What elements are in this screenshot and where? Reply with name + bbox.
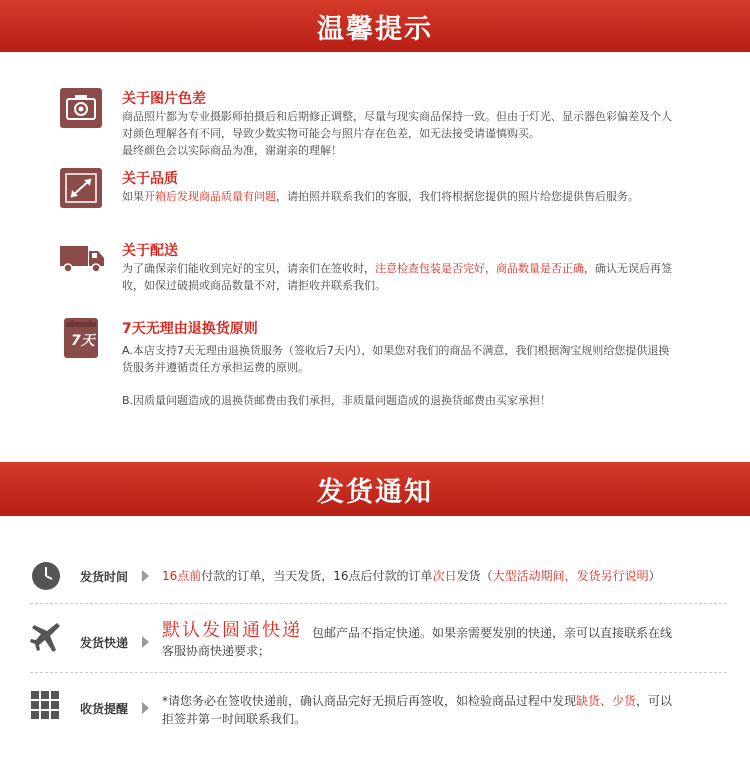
notice-delivery bbox=[60, 240, 720, 296]
notice-quality bbox=[60, 168, 720, 212]
shipping-courier-row bbox=[30, 620, 730, 664]
notice-return-para-a-1: A.本店支持7天无理由退换货服务（签收后7天内），如果您对我们的商品不满意，我们根据淘宝规则给您提供退换 bbox=[122, 344, 670, 357]
notice-delivery-text-pre: 为了确保亲们能收到完好的宝贝，请亲们在签收时， bbox=[122, 262, 375, 275]
notice-color-line-3: 最终颜色会以实际商品为准，谢谢亲的理解！ bbox=[122, 144, 342, 157]
calendar-7-icon-label: 7天 bbox=[71, 333, 95, 349]
shipping-time-seg-3: 次日 bbox=[432, 569, 457, 583]
shipping-courier-text-1: 包邮产品不指定快递。如果亲需要发别的快递，亲可以直接联系在线 bbox=[312, 626, 673, 640]
notice-delivery-text-post: ，确认无误后再签 bbox=[584, 262, 672, 275]
shipping-banner bbox=[0, 462, 750, 516]
grid-icon bbox=[30, 690, 64, 724]
shipping-time-text bbox=[162, 567, 661, 585]
shipping-time-seg-4: 发货（ bbox=[456, 569, 493, 583]
notice-color-heading: 关于图片色差 bbox=[122, 91, 206, 107]
notice-delivery-line-2: 收，如保过破损或商品数量不对，请拒收并联系我们。 bbox=[122, 279, 386, 292]
notice-delivery-heading: 关于配送 bbox=[122, 243, 178, 259]
arrow-right-icon bbox=[142, 570, 149, 582]
receipt-reminder-row bbox=[30, 690, 730, 734]
divider bbox=[30, 603, 727, 604]
notice-banner-title: 温馨提示 bbox=[317, 13, 433, 45]
shipping-time-seg-6: ） bbox=[648, 569, 661, 583]
receipt-reminder-text-2: 拒签并第一时间联系我们。 bbox=[162, 712, 307, 726]
shipping-time-label: 发货时间 bbox=[80, 570, 129, 584]
notice-color-line-1: 商品照片都为专业摄影师拍摄后和后期修正调整，尽量与现实商品保持一致。但由于灯光、显示器色彩偏差及个人 bbox=[122, 110, 672, 123]
shipping-time-seg-5: 大型活动期间，发货另行说明 bbox=[492, 569, 649, 583]
truck-icon bbox=[60, 240, 102, 280]
shipping-courier-label: 发货快递 bbox=[80, 636, 129, 650]
receipt-reminder-label: 收货提醒 bbox=[80, 702, 129, 716]
notice-quality-heading: 关于品质 bbox=[122, 171, 178, 187]
notice-return-para-b: B.因质量问题造成的退换货邮费由我们承担，非质量问题造成的退换货邮费由买家承担！ bbox=[122, 394, 552, 407]
notice-delivery-text-red: 注意检查包装是否完好，商品数量是否正确 bbox=[375, 262, 584, 275]
notice-quality-text-red: 开箱后发现商品质量有问题 bbox=[144, 190, 276, 203]
notice-quality-text-post: ，请拍照并联系我们的客服，我们将根据您提供的照片给您提供售后服务。 bbox=[276, 190, 639, 203]
shipping-time-row bbox=[30, 560, 730, 596]
notice-return-body bbox=[122, 342, 722, 409]
notice-quality-text-pre: 如果 bbox=[122, 190, 144, 203]
calendar-7-icon bbox=[64, 318, 98, 358]
arrow-right-icon bbox=[142, 636, 149, 648]
divider bbox=[30, 672, 727, 673]
shipping-banner-title: 发货通知 bbox=[317, 476, 433, 508]
shipping-time-seg-2: 付款的订单，当天发货，16点后付款的订单 bbox=[201, 569, 433, 583]
notice-delivery-body bbox=[122, 260, 722, 294]
default-courier-handwritten: 默认发圆通快递 bbox=[162, 620, 302, 641]
receipt-reminder-text-pre: *请您务必在签收快递前，确认商品完好无损后再签收，如检验商品过程中发现 bbox=[162, 694, 577, 708]
notice-return-policy bbox=[60, 318, 720, 418]
notice-return-heading: 7天无理由退换货原则 bbox=[122, 321, 258, 337]
shipping-courier-text-2: 客服协商快递要求； bbox=[162, 644, 271, 658]
arrow-right-icon bbox=[142, 702, 149, 714]
receipt-reminder-text-1 bbox=[162, 692, 672, 710]
notice-color-line-2: 对颜色理解各有不同，导致少数实物可能会与照片存在色差，如无法接受请谨慎购买。 bbox=[122, 127, 540, 140]
notice-color-difference bbox=[60, 88, 720, 158]
camera-icon bbox=[60, 88, 102, 128]
shipping-time-seg-1: 16点前 bbox=[162, 569, 202, 583]
resize-arrow-icon bbox=[60, 168, 102, 208]
clock-icon bbox=[30, 560, 64, 594]
notice-return-para-a-2: 货服务并遵循责任方承担运费的原则。 bbox=[122, 361, 309, 374]
receipt-reminder-text-post: ，可以 bbox=[636, 694, 673, 708]
receipt-reminder-text-red: 缺货、少货 bbox=[576, 694, 637, 708]
notice-banner bbox=[0, 0, 750, 52]
airplane-icon bbox=[30, 622, 64, 656]
notice-quality-body bbox=[122, 188, 722, 205]
notice-color-body bbox=[122, 108, 722, 159]
